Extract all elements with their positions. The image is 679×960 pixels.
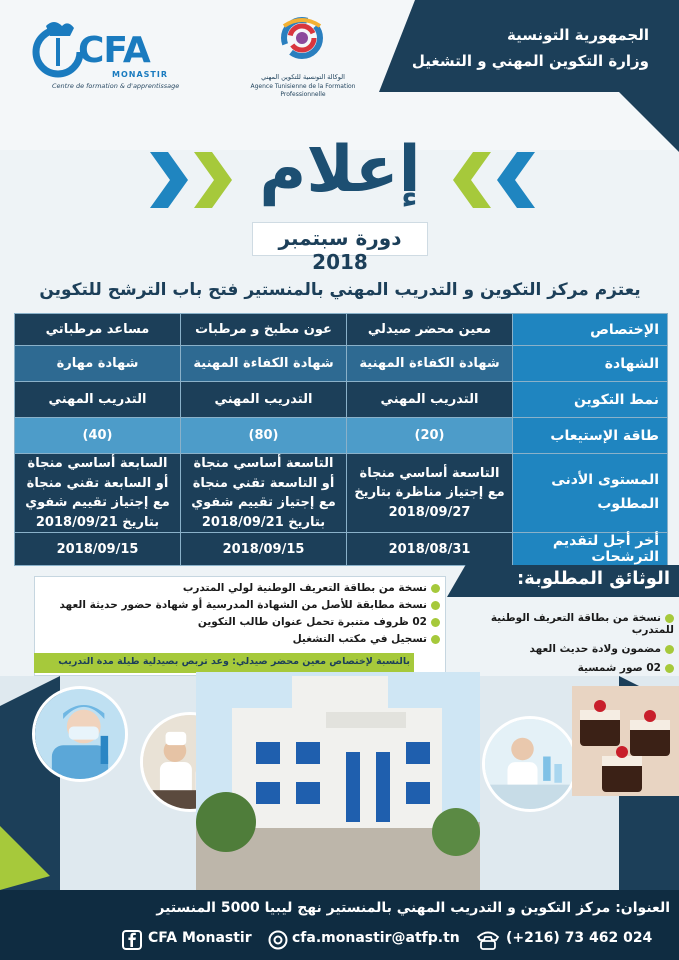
chevron-left-icon [445, 152, 535, 208]
phone-number[interactable]: (+216) 73 462 024 [506, 930, 653, 946]
table-cell: شهادة مهارة [15, 346, 181, 382]
session-label: دورة سبتمبر 2018 [278, 226, 402, 274]
atfp-name-fr: Agence Tunisienne de la Formation [250, 83, 356, 90]
row-label: الإختصاص [513, 314, 668, 346]
pharmacy-lab-photo [482, 716, 578, 812]
row-label: طاقة الإستيعاب [513, 418, 668, 454]
training-table [14, 313, 668, 566]
table-cell: (80) [181, 418, 347, 454]
republic-label: الجمهورية التونسية [507, 26, 649, 44]
pastry-photo [572, 686, 679, 796]
table-cell [15, 454, 181, 533]
level-line: مع إجتياز مناظرة بتاريخ [354, 485, 505, 501]
table-cell: شهادة الكفاءة المهنية [347, 346, 513, 382]
at-sign-icon [268, 930, 288, 950]
bullet-icon [431, 601, 440, 610]
table-cell [181, 454, 347, 533]
table-row [15, 314, 668, 346]
atfp-logo-icon [270, 16, 334, 60]
atfp-name-fr-2: Professionnelle [280, 91, 326, 98]
address-label: العنوان: مركز التكوين و التدريب المهني بالمنستير نهج ليبيا 5000 المنستير [156, 900, 670, 916]
bullet-icon [665, 614, 674, 623]
list-item: تسجيل في مكتب التشغيل [40, 633, 440, 645]
table-cell: شهادة الكفاءة المهنية [181, 346, 347, 382]
bullet-icon [431, 635, 440, 644]
pharmacy-note: بالنسبة لإختصاص معين محضر صيدلي: وعد تربص بصيدلية طيلة مدة التدريب [58, 656, 410, 667]
bullet-icon [431, 618, 440, 627]
table-row [15, 418, 668, 454]
chevron-right-icon [150, 152, 240, 208]
facebook-link[interactable]: CFA Monastir [148, 930, 252, 946]
table-cell: (40) [15, 418, 181, 454]
level-line: التاسعة أساسي منجاة [193, 456, 334, 471]
bullet-icon [665, 645, 674, 654]
intro-text: يعتزم مركز التكوين و التدريب المهني بالمنستير فتح باب الترشح للتكوين [39, 280, 641, 300]
documents-right-list [452, 612, 674, 674]
list-item: 02 صور شمسية [452, 662, 674, 674]
cfa-city: MONASTIR [112, 70, 169, 79]
table-row [15, 533, 668, 566]
phone-icon [476, 929, 500, 951]
level-line: 2018/09/27 [388, 504, 471, 520]
lab-worker-photo [32, 686, 128, 782]
level-line: مع إجتياز تقييم شفوي [191, 495, 336, 510]
email-link[interactable]: cfa.monastir@atfp.tn [292, 930, 460, 946]
table-cell: مساعد مرطباتي [15, 314, 181, 346]
table-row [15, 454, 668, 533]
documents-left-list [40, 582, 440, 645]
level-line: أو السابعة تقني منجاة [26, 475, 169, 491]
ministry-label: وزارة التكوين المهني و التشغيل [411, 52, 649, 70]
table-cell: التدريب المهني [15, 382, 181, 418]
table-cell: (20) [347, 418, 513, 454]
documents-title: الوثائق المطلوبة: [516, 568, 670, 589]
atfp-name-ar: الوكالة التونسية للتكوين المهني [261, 73, 345, 81]
row-label: الشهادة [513, 346, 668, 382]
row-label: نمط التكوين [513, 382, 668, 418]
level-line: بتاريخ 2018/09/21 [201, 514, 326, 530]
table-cell: التدريب المهني [181, 382, 347, 418]
table-cell: التدريب المهني [347, 382, 513, 418]
level-line: التاسعة أساسي منجاة [359, 465, 500, 481]
table-cell: عون مطبخ و مرطبات [181, 314, 347, 346]
table-cell: معين محضر صيدلي [347, 314, 513, 346]
list-item: نسخة من بطاقة التعريف الوطنية للمتدرب [490, 612, 674, 636]
cfa-logo-text: CFA [78, 30, 150, 71]
bullet-icon [665, 664, 674, 673]
list-item: نسخة مطابقة للأصل من الشهادة المدرسية أو شهادة حضور حديثة العهد [40, 599, 440, 611]
header-ribbon [379, 0, 679, 92]
level-line: بتاريخ 2018/09/21 [35, 514, 160, 530]
table-cell: 2018/09/15 [181, 533, 347, 566]
list-item: نسخة من بطاقة التعريف الوطنية لولي المتدرب [40, 582, 440, 594]
bullet-icon [431, 584, 440, 593]
list-item: 02 ظروف متنبرة تحمل عنوان طالب التكوين [40, 616, 440, 628]
page-title: إعلام [259, 133, 421, 207]
level-line: مع إجتياز تقييم شفوي [25, 495, 170, 510]
table-cell [347, 454, 513, 533]
list-item: مضمون ولادة حديث العهد [452, 643, 674, 655]
cfa-subtitle: Centre de formation & d'apprentissage [52, 82, 180, 90]
school-building-photo [196, 672, 480, 890]
table-cell: 2018/08/31 [347, 533, 513, 566]
facebook-icon [122, 930, 142, 950]
row-label: المستوى الأدنى المطلوب [513, 454, 668, 533]
table-cell: 2018/09/15 [15, 533, 181, 566]
table-row [15, 346, 668, 382]
level-line: أو التاسعة تقني منجاة [192, 475, 335, 491]
level-line: السابعة أساسي منجاة [27, 456, 168, 471]
row-label: أخر أجل لتقديم الترشحات [513, 533, 668, 566]
table-row [15, 382, 668, 418]
